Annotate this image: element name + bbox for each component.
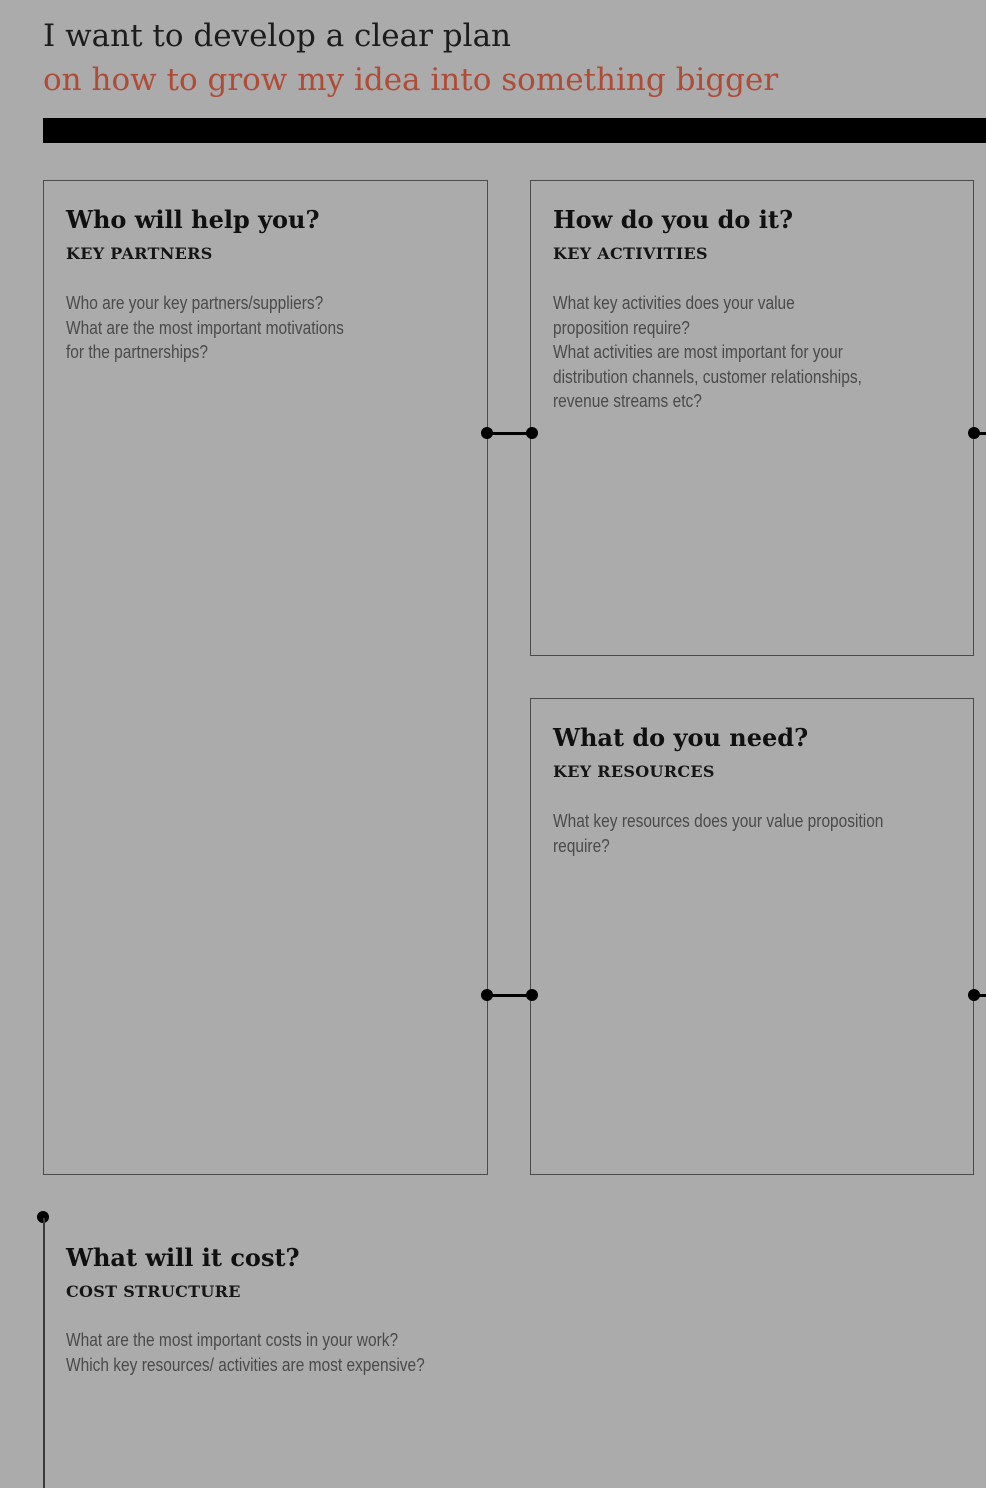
cost-structure-prompt: What are the most important costs in your work? Which key resources/ activities are most expensive? [66,1330,425,1375]
key-activities-heading: How do you do it? [553,205,794,234]
connector-activities-right [974,432,986,435]
cost-section-line [43,1218,45,1488]
key-activities-card [530,180,974,656]
key-resources-label: KEY RESOURCES [553,762,715,781]
key-partners-card [43,180,488,1175]
page-subtitle: on how to grow my idea into something bigger [43,62,779,98]
cost-structure-heading: What will it cost? [66,1243,300,1272]
key-activities-prompt: What key activities does your value proposition require? What activities are most important for your distribution channels, customer relationships, revenue streams etc? [553,293,862,411]
connector-dot [526,427,538,439]
connector-dot [481,427,493,439]
connector-resources-right [974,994,986,997]
cost-structure-label: COST STRUCTURE [66,1282,241,1301]
key-resources-prompt: What key resources does your value proposition require? [553,811,884,856]
key-activities-label: KEY ACTIVITIES [553,244,708,263]
key-partners-heading: Who will help you? [66,205,320,234]
key-resources-card [530,698,974,1175]
key-partners-label: KEY PARTNERS [66,244,213,263]
key-partners-prompt: Who are your key partners/suppliers? What are the most important motivations for the partnerships? [66,293,344,362]
connector-dot [526,989,538,1001]
page-title: I want to develop a clear plan [43,18,512,54]
header-divider-bar [43,118,986,143]
connector-dot [481,989,493,1001]
key-resources-heading: What do you need? [553,723,809,752]
